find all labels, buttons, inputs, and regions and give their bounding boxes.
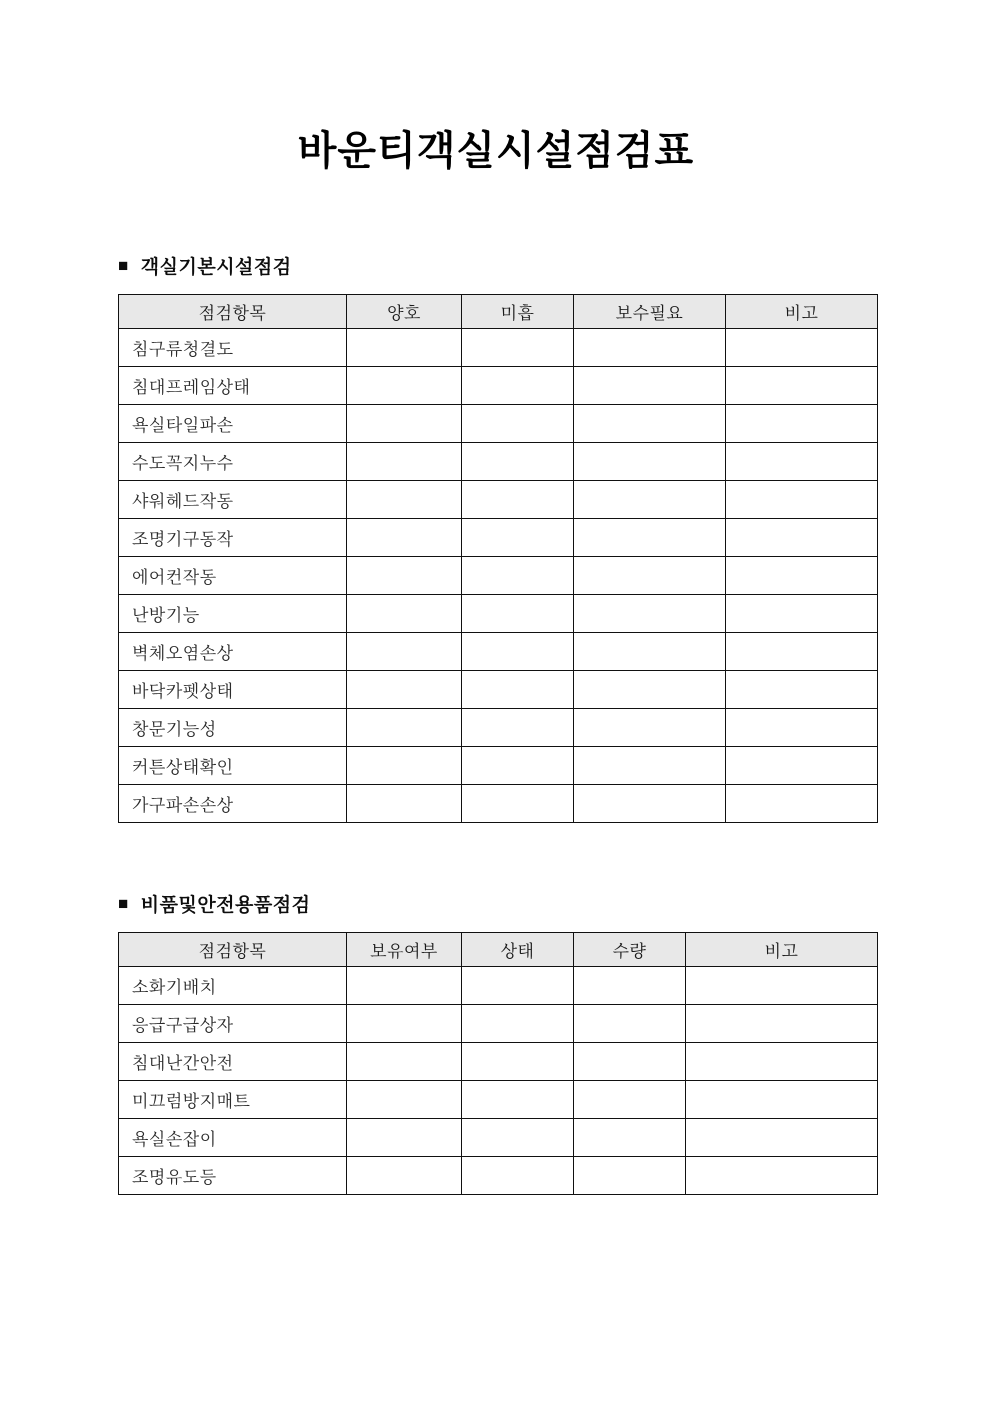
empty-cell <box>726 519 878 557</box>
section-heading-label: 객실기본시설점검 <box>140 257 292 278</box>
empty-cell <box>574 443 726 481</box>
empty-cell <box>686 1081 878 1119</box>
empty-cell <box>462 1157 574 1195</box>
empty-cell <box>347 367 462 405</box>
empty-cell <box>462 671 574 709</box>
row-label: 침대프레임상태 <box>119 367 347 405</box>
empty-cell <box>574 1043 686 1081</box>
empty-cell <box>574 481 726 519</box>
empty-cell <box>347 595 462 633</box>
empty-cell <box>347 481 462 519</box>
empty-cell <box>726 557 878 595</box>
column-header-availability: 보유여부 <box>347 933 462 967</box>
empty-cell <box>462 1119 574 1157</box>
empty-cell <box>347 443 462 481</box>
row-label: 응급구급상자 <box>119 1005 347 1043</box>
black-square-icon: ■ <box>118 894 129 913</box>
empty-cell <box>347 519 462 557</box>
empty-cell <box>574 557 726 595</box>
empty-cell <box>462 595 574 633</box>
row-label: 미끄럼방지매트 <box>119 1081 347 1119</box>
column-header-poor: 미흡 <box>462 295 574 329</box>
empty-cell <box>462 709 574 747</box>
empty-cell <box>574 1081 686 1119</box>
empty-cell <box>686 1005 878 1043</box>
table-row <box>119 519 878 557</box>
empty-cell <box>686 1119 878 1157</box>
table-row <box>119 1005 878 1043</box>
empty-cell <box>726 595 878 633</box>
empty-cell <box>347 671 462 709</box>
empty-cell <box>574 595 726 633</box>
empty-cell <box>347 1081 462 1119</box>
table-row <box>119 1157 878 1195</box>
row-label: 창문기능성 <box>119 709 347 747</box>
empty-cell <box>462 967 574 1005</box>
table-row <box>119 747 878 785</box>
table-row <box>119 443 878 481</box>
table-row <box>119 709 878 747</box>
table-row <box>119 633 878 671</box>
empty-cell <box>462 519 574 557</box>
empty-cell <box>347 967 462 1005</box>
empty-cell <box>347 747 462 785</box>
empty-cell <box>347 709 462 747</box>
empty-cell <box>726 367 878 405</box>
empty-cell <box>574 519 726 557</box>
empty-cell <box>726 747 878 785</box>
row-label: 침구류청결도 <box>119 329 347 367</box>
table-header-row <box>119 933 878 967</box>
empty-cell <box>726 785 878 823</box>
empty-cell <box>726 329 878 367</box>
section-heading-label: 비품및안전용품점검 <box>140 895 311 916</box>
empty-cell <box>462 557 574 595</box>
empty-cell <box>726 443 878 481</box>
row-label: 바닥카펫상태 <box>119 671 347 709</box>
black-square-icon: ■ <box>118 256 129 275</box>
row-label: 수도꼭지누수 <box>119 443 347 481</box>
column-header-quantity: 수량 <box>574 933 686 967</box>
empty-cell <box>726 481 878 519</box>
table-row <box>119 1043 878 1081</box>
table-row <box>119 1081 878 1119</box>
row-label: 침대난간안전 <box>119 1043 347 1081</box>
table-row <box>119 557 878 595</box>
table-row <box>119 785 878 823</box>
row-label: 욕실타일파손 <box>119 405 347 443</box>
empty-cell <box>462 1043 574 1081</box>
empty-cell <box>574 1119 686 1157</box>
empty-cell <box>462 405 574 443</box>
empty-cell <box>726 633 878 671</box>
empty-cell <box>726 405 878 443</box>
column-header-item: 점검항목 <box>119 933 347 967</box>
empty-cell <box>726 709 878 747</box>
section-heading-supplies-safety <box>118 890 877 917</box>
column-header-good: 양호 <box>347 295 462 329</box>
empty-cell <box>462 1081 574 1119</box>
document-title: 바운티객실시설점검표 <box>297 129 695 173</box>
table-row <box>119 329 878 367</box>
empty-cell <box>574 405 726 443</box>
empty-cell <box>347 1005 462 1043</box>
empty-cell <box>462 1005 574 1043</box>
table-row <box>119 405 878 443</box>
row-label: 커튼상태확인 <box>119 747 347 785</box>
empty-cell <box>347 557 462 595</box>
row-label: 에어컨작동 <box>119 557 347 595</box>
empty-cell <box>347 633 462 671</box>
section-supplies-safety-inspection <box>118 890 877 1195</box>
row-label: 소화기배치 <box>119 967 347 1005</box>
row-label: 벽체오염손상 <box>119 633 347 671</box>
empty-cell <box>462 747 574 785</box>
column-header-repair-needed: 보수필요 <box>574 295 726 329</box>
row-label: 샤워헤드작동 <box>119 481 347 519</box>
row-label: 조명기구동작 <box>119 519 347 557</box>
table-row <box>119 367 878 405</box>
table-row <box>119 1119 878 1157</box>
column-header-remarks: 비고 <box>726 295 878 329</box>
empty-cell <box>462 785 574 823</box>
empty-cell <box>347 1157 462 1195</box>
empty-cell <box>347 329 462 367</box>
section-heading-room-basic <box>118 252 877 279</box>
table-row <box>119 967 878 1005</box>
empty-cell <box>686 1157 878 1195</box>
empty-cell <box>574 1005 686 1043</box>
empty-cell <box>574 367 726 405</box>
row-label: 가구파손손상 <box>119 785 347 823</box>
section-room-basic-inspection <box>118 252 877 823</box>
row-label: 난방기능 <box>119 595 347 633</box>
empty-cell <box>462 633 574 671</box>
empty-cell <box>347 1043 462 1081</box>
table-row <box>119 595 878 633</box>
room-basic-inspection-table <box>118 294 878 823</box>
empty-cell <box>574 1157 686 1195</box>
empty-cell <box>686 967 878 1005</box>
table-header-row <box>119 295 878 329</box>
empty-cell <box>347 1119 462 1157</box>
empty-cell <box>574 329 726 367</box>
empty-cell <box>462 329 574 367</box>
empty-cell <box>574 709 726 747</box>
empty-cell <box>574 633 726 671</box>
column-header-condition: 상태 <box>462 933 574 967</box>
empty-cell <box>462 367 574 405</box>
empty-cell <box>686 1043 878 1081</box>
empty-cell <box>347 405 462 443</box>
empty-cell <box>574 747 726 785</box>
row-label: 욕실손잡이 <box>119 1119 347 1157</box>
empty-cell <box>347 785 462 823</box>
empty-cell <box>462 443 574 481</box>
empty-cell <box>726 671 878 709</box>
empty-cell <box>574 671 726 709</box>
empty-cell <box>574 967 686 1005</box>
column-header-remarks: 비고 <box>686 933 878 967</box>
empty-cell <box>462 481 574 519</box>
row-label: 조명유도등 <box>119 1157 347 1195</box>
supplies-safety-inspection-table <box>118 932 878 1195</box>
table-row <box>119 671 878 709</box>
empty-cell <box>574 785 726 823</box>
table-row <box>119 481 878 519</box>
column-header-item: 점검항목 <box>119 295 347 329</box>
